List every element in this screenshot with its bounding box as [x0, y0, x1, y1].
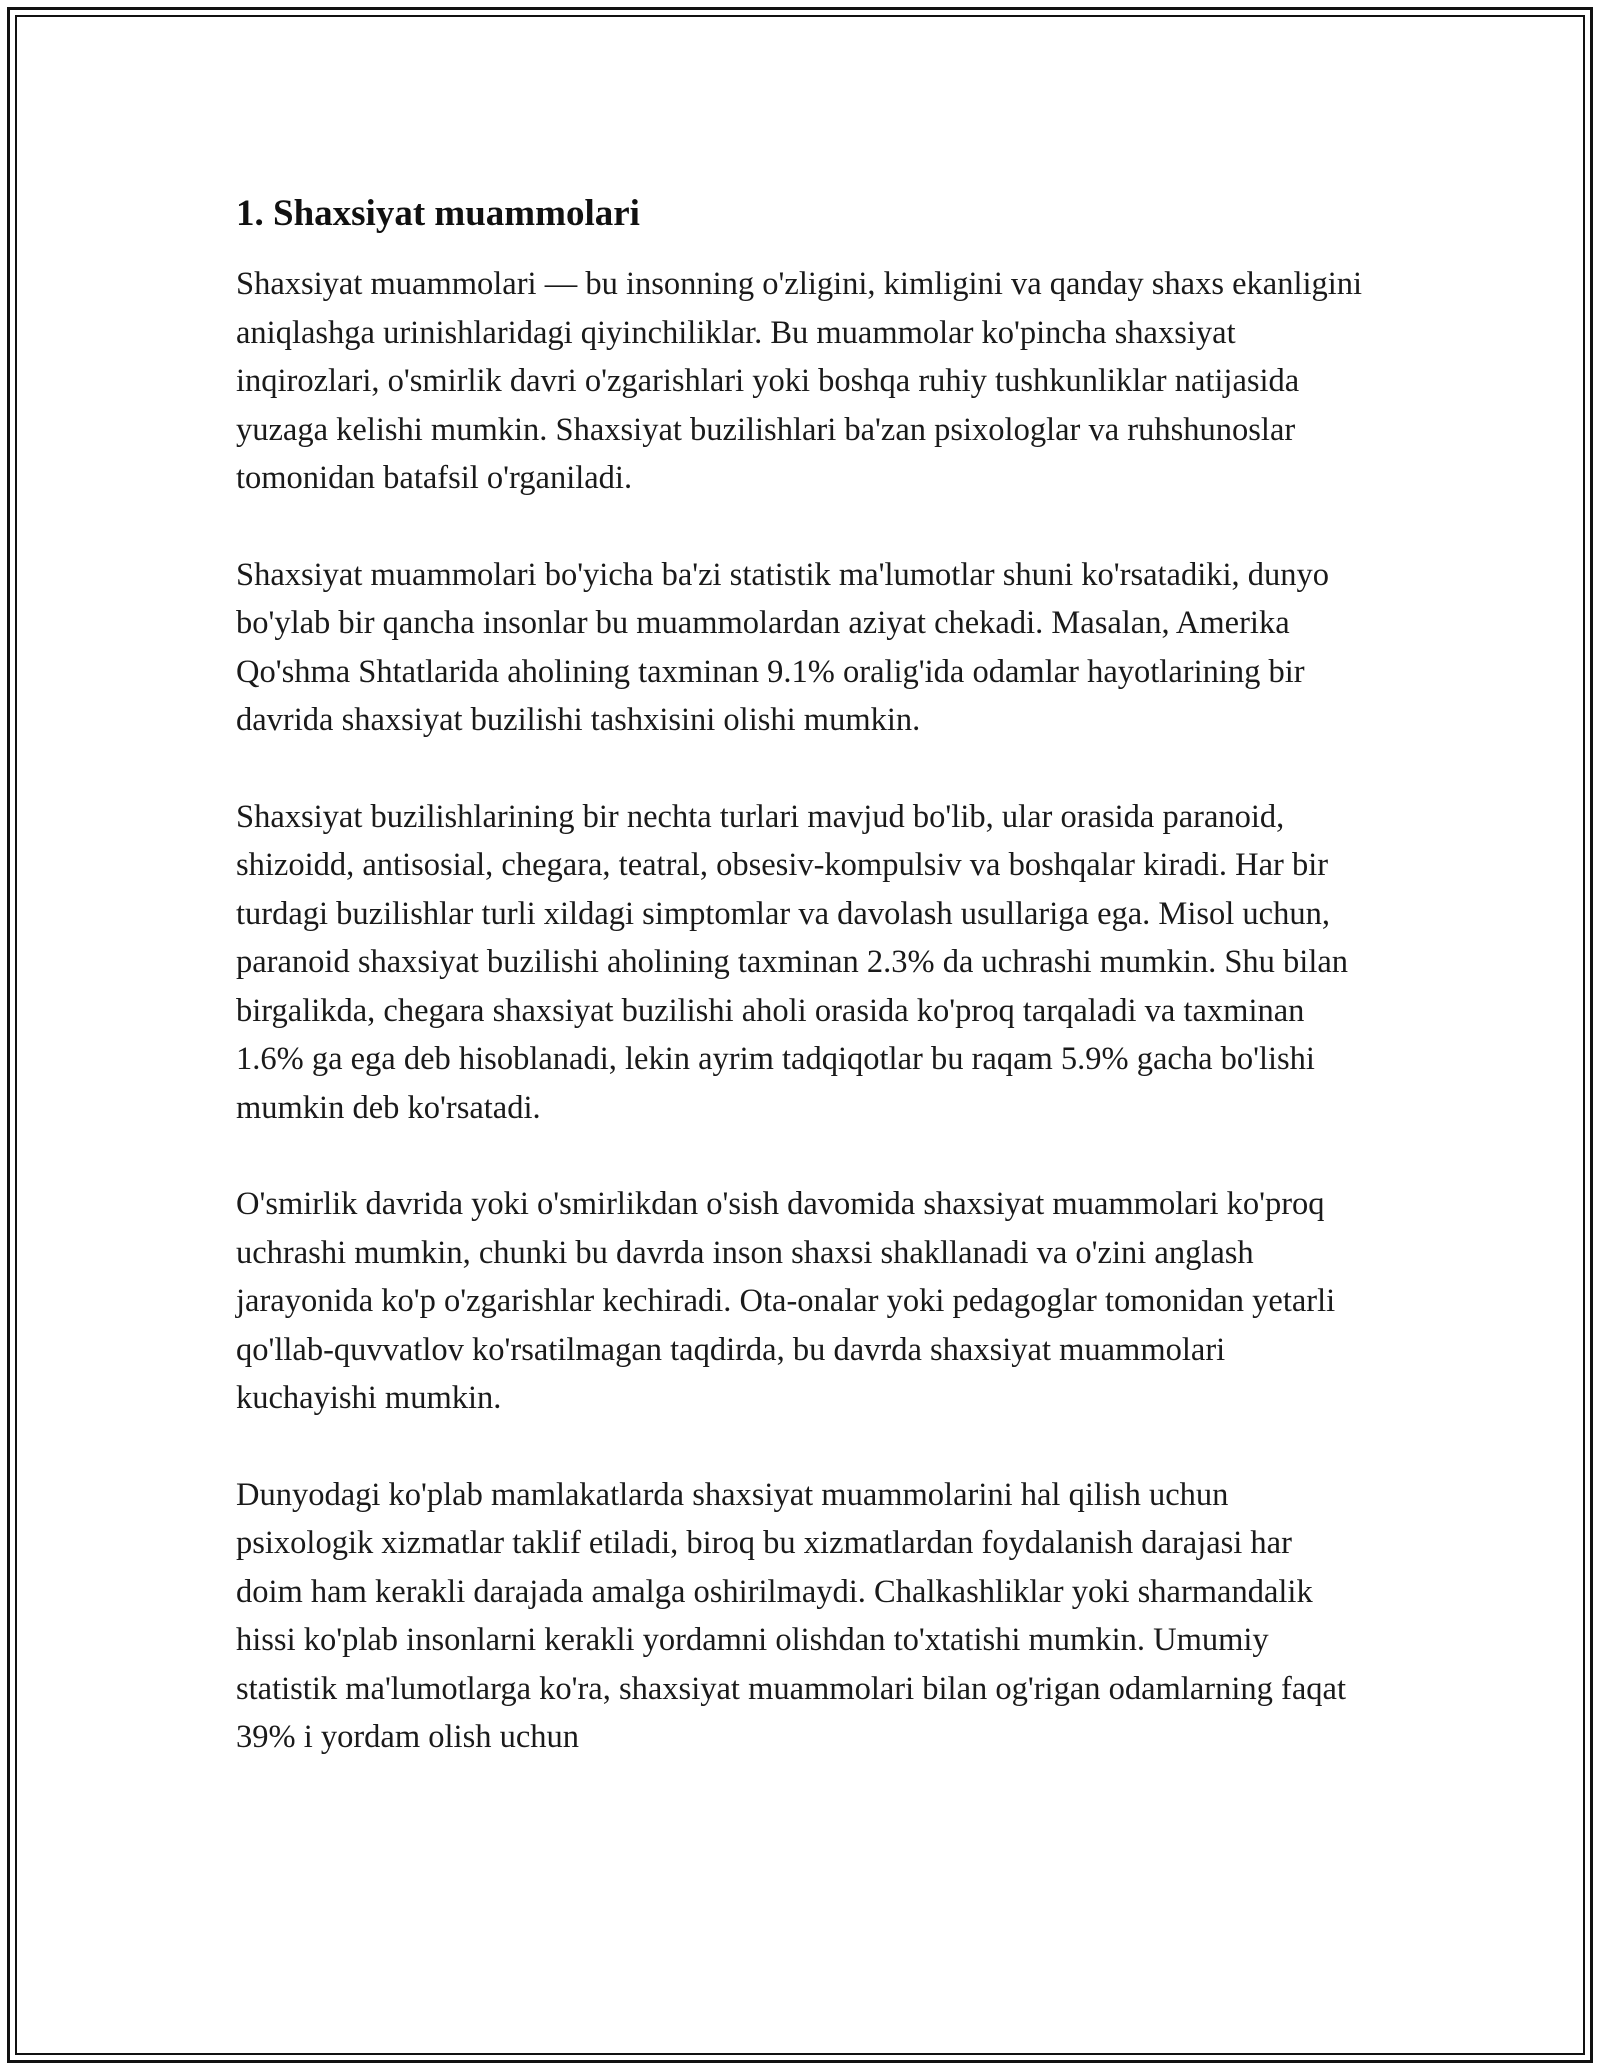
paragraph-1: Shaxsiyat muammolari — bu insonning o'zligini, kimligini va qanday shaxs ekanligini aniqlashga urinishlaridagi qiyinchiliklar. Bu muammolar ko'pincha shaxsiyat inqirozlari, o'smirlik davri o'zgarishlari yoki boshqa ruhiy tushkunliklar natijasida yuzaga kelishi mumkin. Shaxsiyat buzilishlari ba'zan psixologlar va ruhshunoslar tomonidan batafsil o'rganiladi. — [236, 266, 1363, 496]
paragraph-5: Dunyodagi ko'plab mamlakatlarda shaxsiyat muammolarini hal qilish uchun psixologik xizmatlar taklif etiladi, biroq bu xizmatlardan foydalanish darajasi har doim ham kerakli darajada amalga oshirilmaydi. Chalkashliklar yoki sharmandalik hissi ko'plab insonlarni kerakli yordamni olishdan to'xtatishi mumkin. Umumiy statistik ma'lumotlarga ko'ra, shaxsiyat muammolari bilan og'rigan odamlarning faqat 39% i yordam olish uchun — [236, 1476, 1346, 1755]
paragraph-3: Shaxsiyat buzilishlarining bir nechta turlari mavjud bo'lib, ular orasida paranoid, shizoidd, antisosial, chegara, teatral, obsesiv-kompulsiv va boshqalar kiradi. Har bir turdagi buzilishlar turli xildagi simptomlar va davolash usullariga ega. Misol uchun, paranoid shaxsiyat buzilishi aholining taxminan 2.3% da uchrashi mumkin. Shu bilan birgalikda, chegara shaxsiyat buzilishi aholi orasida ko'proq tarqaladi va taxminan 1.6% ga ega deb hisoblanadi, lekin ayrim tadqiqotlar bu raqam 5.9% gacha bo'lishi mumkin deb ko'rsatadi. — [236, 798, 1349, 1126]
document-body — [236, 190, 1366, 1810]
paragraph-4: O'smirlik davrida yoki o'smirlikdan o'sish davomida shaxsiyat muammolari ko'proq uchrashi mumkin, chunki bu davrda inson shaxsi shakllanadi va o'zini anglash jarayonida ko'p o'zgarishlar kechiradi. Ota-onalar yoki pedagoglar tomonidan yetarli qo'llab-quvvatlov ko'rsatilmagan taqdirda, bu davrda shaxsiyat muammolari kuchayishi mumkin. — [236, 1186, 1336, 1416]
section-heading: 1. Shaxsiyat muammolari — [236, 193, 640, 234]
paragraph-2: Shaxsiyat muammolari bo'yicha ba'zi statistik ma'lumotlar shuni ko'rsatadiki, dunyo bo'ylab bir qancha insonlar bu muammolardan aziyat chekadi. Masalan, Amerika Qo'shma Shtatlarida aholining taxminan 9.1% oralig'ida odamlar hayotlarining bir davrida shaxsiyat buzilishi tashxisini olishi mumkin. — [236, 556, 1330, 738]
